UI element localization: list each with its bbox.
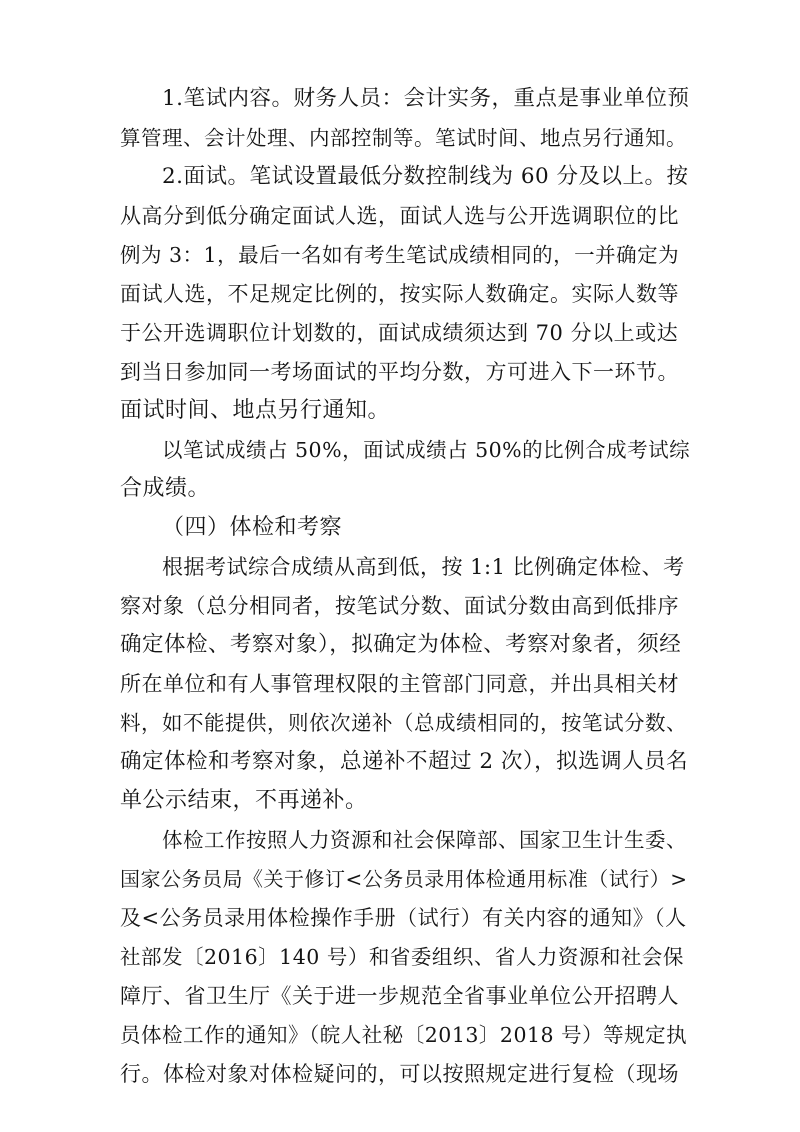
- paragraph-line-4: 从高分到低分确定面试人选，面试人选与公开选调职位的比: [120, 204, 679, 228]
- paragraph-line-7: 于公开选调职位计划数的，面试成绩须达到 70 分以上或达: [120, 321, 679, 345]
- paragraph-line-19: 单公示结束，不再递补。: [120, 788, 368, 813]
- paragraph-line-3: 2.面试。笔试设置最低分数控制线为 60 分及以上。按: [162, 164, 689, 189]
- paragraph-line-10: 以笔试成绩占 50%，面试成绩占 50%的比例合成考试综: [162, 438, 691, 462]
- paragraph-line-5: 例为 3：1，最后一名如有考生笔试成绩相同的，一并确定为: [120, 243, 680, 267]
- paragraph-line-9: 面试时间、地点另行通知。: [120, 398, 391, 423]
- paragraph-line-20: 体检工作按照人力资源和社会保障部、国家卫生计生委、: [162, 828, 687, 852]
- paragraph-line-1: 1.笔试内容。财务人员：会计实务，重点是事业单位预: [162, 86, 690, 111]
- paragraph-line-2: 算管理、会计处理、内部控制等。笔试时间、地点另行通知。: [120, 126, 687, 150]
- paragraph-line-25: 员体检工作的通知》（皖人社秘〔2013〕2018 号）等规定执: [120, 1023, 688, 1047]
- paragraph-line-24: 障厅、省卫生厅《关于进一步规范全省事业单位公开招聘人: [120, 984, 679, 1008]
- paragraph-line-17: 料，如不能提供，则依次递补（总成绩相同的，按笔试分数、: [120, 711, 687, 735]
- section-heading: （四）体检和考察: [162, 515, 343, 540]
- paragraph-line-23: 社部发〔2016〕140 号）和省委组织、省人力资源和社会保: [120, 945, 684, 969]
- paragraph-line-22: 及<公务员录用体检操作手册（试行）有关内容的通知》（人: [120, 906, 687, 930]
- paragraph-line-21: 国家公务员局《关于修订<公务员录用体检通用标准（试行）>: [120, 867, 688, 891]
- paragraph-line-18: 确定体检和考察对象，总递补不超过 2 次），拟选调人员名: [120, 749, 689, 774]
- paragraph-line-16: 所在单位和有人事管理权限的主管部门同意，并出具相关材: [120, 672, 679, 696]
- paragraph-line-6: 面试人选，不足规定比例的，按实际人数确定。实际人数等: [120, 282, 679, 306]
- paragraph-line-15: 确定体检、考察对象），拟确定为体检、考察对象者，须经: [120, 632, 682, 657]
- paragraph-line-11: 合成绩。: [120, 476, 211, 501]
- paragraph-line-8: 到当日参加同一考场面试的平均分数，方可进入下一环节。: [120, 360, 679, 384]
- paragraph-line-13: 根据考试综合成绩从高到低，按 1:1 比例确定体检、考: [162, 555, 685, 579]
- paragraph-line-26: 行。体检对象对体检疑问的，可以按照规定进行复检（现场: [120, 1062, 679, 1086]
- paragraph-line-14: 察对象（总分相同者，按笔试分数、面试分数由高到低排序: [120, 594, 679, 618]
